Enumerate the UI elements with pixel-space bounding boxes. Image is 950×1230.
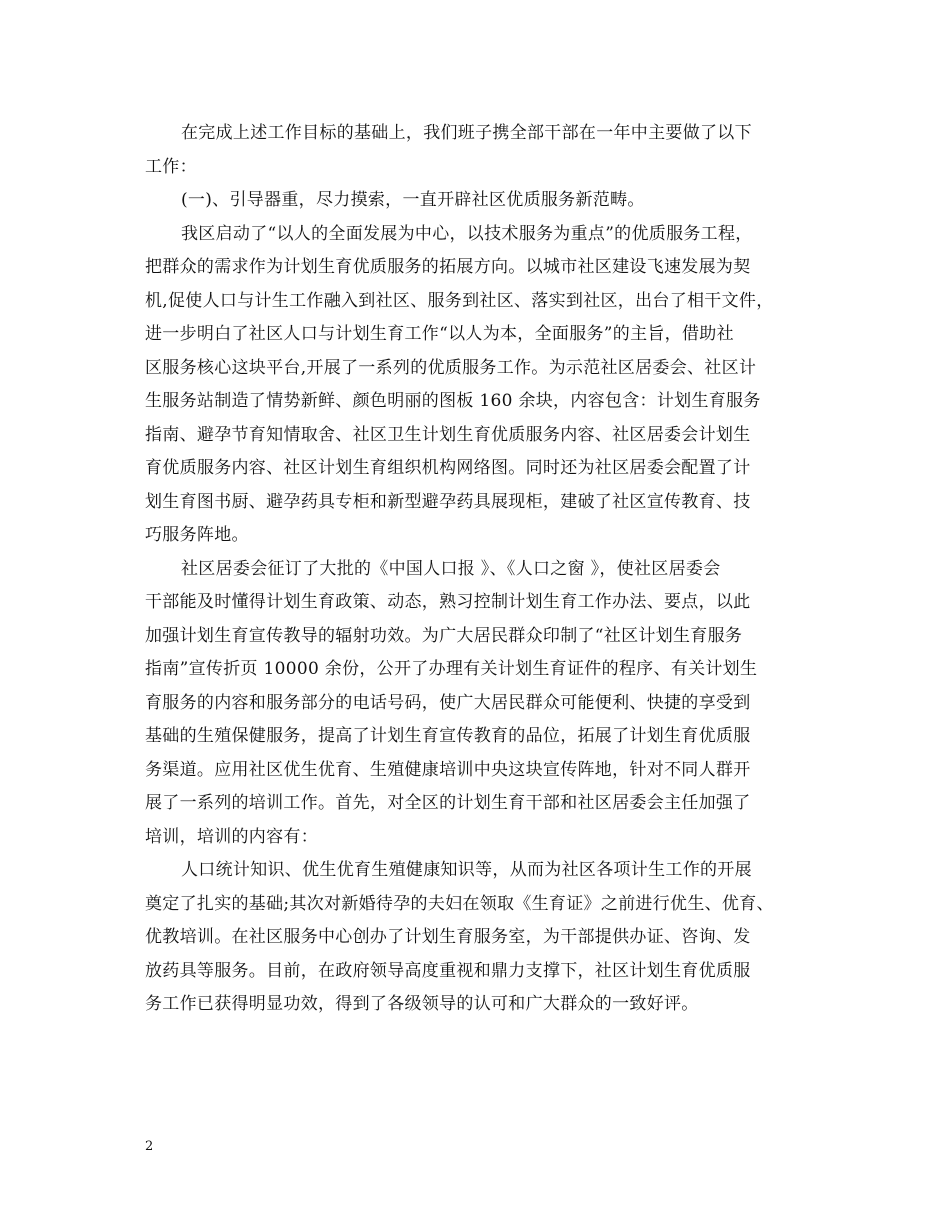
text-line: 划生育图书厨、避孕药具专柜和新型避孕药具展现柜，建破了社区宣传教育、技 xyxy=(145,491,751,512)
text-line: 奠定了扎实的基础;其次对新婚待孕的夫妇在领取《生育证》之前进行优生、优育、 xyxy=(145,893,774,914)
text-line: 优教培训。在社区服务中心创办了计划生育服务室，为干部提供办证、咨询、发 xyxy=(145,927,751,947)
text-line: 工作： xyxy=(145,156,197,177)
text-line: 基础的生殖保健服务，提高了计划生育宣传教育的品位，拓展了计划生育优质服 xyxy=(145,726,751,746)
text-line: 把群众的需求作为计划生育优质服务的拓展方向。以城市社区建设飞速发展为契 xyxy=(145,257,751,277)
text-line: 社区居委会征订了大批的《中国人口报 》、《人口之窗 》，使社区居委会 xyxy=(181,558,721,579)
text-line: 巧服务阵地。 xyxy=(145,525,249,545)
text-line: 我区启动了“以人的全面发展为中心，以技术服务为重点”的优质服务工程， xyxy=(181,223,753,244)
text-line: 在完成上述工作目标的基础上，我们班子携全部干部在一年中主要做了以下 xyxy=(181,123,752,143)
text-line: 育优质服务内容、社区计划生育组织机构网络图。同时还为社区居委会配置了计 xyxy=(145,458,751,478)
text-line: 干部能及时懂得计划生育政策、动态，熟习控制计划生育工作办法、要点，以此 xyxy=(145,592,751,612)
paragraph-intro xyxy=(145,117,810,184)
text-line: 机,促使人口与计生工作融入到社区、服务到社区、落实到社区，出台了相干文件， xyxy=(145,290,774,311)
text-line: 展了一系列的培训工作。首先，对全区的计划生育干部和社区居委会主任加强了 xyxy=(145,793,751,813)
text-line: 区服务核心这块平台,开展了一系列的优质服务工作。为示范社区居委会、社区计 xyxy=(145,357,757,378)
paragraph-service-project xyxy=(145,218,810,553)
text-line: 加强计划生育宣传教导的辐射功效。为广大居民群众印制了“社区计划生育服务 xyxy=(145,625,743,646)
page-number: 2 xyxy=(145,1139,154,1154)
text-line: 进一步明白了社区人口与计划生育工作“以人为本，全面服务”的主旨，借助社 xyxy=(145,324,734,344)
document-body xyxy=(145,117,810,1022)
paragraph-publicity xyxy=(145,553,810,855)
text-line: 生服务站制造了情势新鲜、颜色明丽的图板 160 余块，内容包含：计划生育服务 xyxy=(145,391,761,411)
text-line: 培训，培训的内容有： xyxy=(145,826,318,847)
text-line: (一)、引导器重，尽力摸索，一直开辟社区优质服务新范畴。 xyxy=(181,190,645,210)
text-line: 人口统计知识、优生优育生殖健康知识等，从而为社区各项计生工作的开展 xyxy=(181,860,752,880)
text-line: 育服务的内容和服务部分的电话号码，使广大居民群众可能便利、快捷的享受到 xyxy=(145,692,751,713)
text-line: 务渠道。应用社区优生优育、生殖健康培训中央这块宣传阵地，针对不同人群开 xyxy=(145,759,751,780)
section-heading xyxy=(145,184,810,218)
paragraph-training xyxy=(145,854,810,1022)
text-line: 指南、避孕节育知情取舍、社区卫生计划生育优质服务内容、社区居委会计划生 xyxy=(145,424,751,445)
text-line: 指南”宣传折页 10000 余份，公开了办理有关计划生育证件的程序、有关计划生 xyxy=(145,659,758,679)
text-line: 务工作已获得明显功效，得到了各级领导的认可和广大群众的一致好评。 xyxy=(145,994,699,1014)
text-line: 放药具等服务。目前，在政府领导高度重视和鼎力支撑下，社区计划生育优质服 xyxy=(145,960,751,981)
